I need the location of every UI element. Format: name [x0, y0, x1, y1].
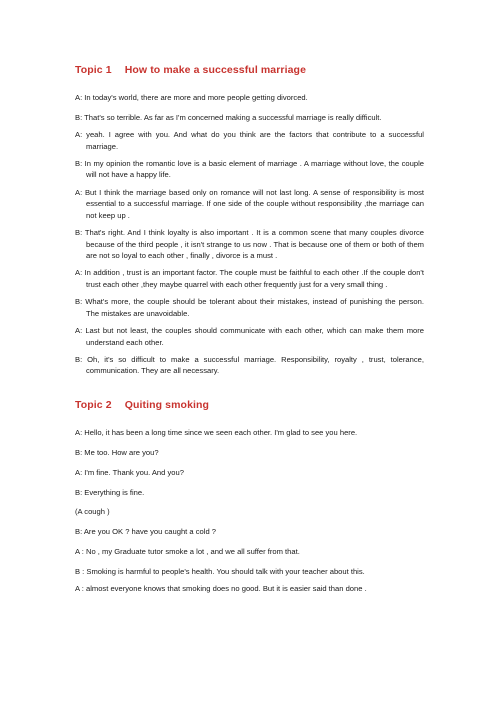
topic-2-number: Topic 2: [75, 398, 112, 411]
dialogue-line: B: That's right. And I think loyalty is also important . It is a common scene that many couples divorce because of the third people , it isn't strange to us now . That is because one of them or both of them are not so loyal to each other , finally , divorce is a must .: [75, 228, 424, 261]
dialogue-line: A: Last but not least, the couples should communicate with each other, which can make them more understand each other.: [75, 325, 424, 347]
dialogue-line: A: I'm fine. Thank you. And you?: [75, 467, 184, 477]
dialogue-line: B: Oh, it's so difficult to make a successful marriage. Responsibility, royalty , trust, tolerance, communication. They are all necessary.: [75, 354, 424, 376]
topic-1-heading: [75, 64, 424, 76]
dialogue-line: B: Everything is fine.: [75, 487, 145, 497]
dialogue-line: A: But I think the marriage based only on romance will not last long. A sense of responsibility is most essential to a successful marriage. If one side of the couple without responsibility ,the marriage can not keep up .: [75, 187, 424, 220]
topic-2-dialogue: [75, 427, 424, 595]
dialogue-line: B: Are you OK ? have you caught a cold ?: [75, 527, 216, 537]
dialogue-line: A: Hello, it has been a long time since we seen each other. I'm glad to see you here.: [75, 427, 358, 437]
dialogue-line: A: In today's world, there are more and more people getting divorced.: [75, 93, 308, 102]
topic-1-title: How to make a successful marriage: [124, 64, 307, 76]
dialogue-line: B: Me too. How are you?: [75, 447, 159, 457]
dialogue-line: B: What's more, the couple should be tolerant about their mistakes, instead of punishing the person. The mistakes are unavoidable.: [75, 297, 424, 318]
dialogue-line: (A cough ): [75, 507, 110, 517]
topic-1-dialogue: [75, 92, 424, 377]
topic-1-number: Topic 1: [75, 64, 112, 76]
topic-2-heading: [75, 399, 424, 411]
dialogue-line: A: In addition , trust is an important factor. The couple must be faithful to each other .If the couple don't trust each other ,they maybe quarrel with each other frequently just for a very small thing .: [75, 268, 424, 289]
dialogue-line: B : Smoking is harmful to people's health. You should talk with your teacher about this.: [75, 567, 365, 577]
dialogue-line: A : almost everyone knows that smoking does no good. But it is easier said than done .: [75, 584, 367, 594]
dialogue-line: A : No , my Graduate tutor smoke a lot , and we all suffer from that.: [75, 547, 300, 557]
dialogue-line: B: That's so terrible. As far as I'm concerned making a successful marriage is really difficult.: [75, 112, 382, 122]
dialogue-line: A: yeah. I agree with you. And what do you think are the factors that contribute to a successful marriage.: [75, 130, 424, 151]
topic-2-title: Quiting smoking: [124, 398, 210, 411]
dialogue-line: B: In my opinion the romantic love is a basic element of marriage . A marriage without love, the couple will not have a happy life.: [75, 158, 424, 180]
